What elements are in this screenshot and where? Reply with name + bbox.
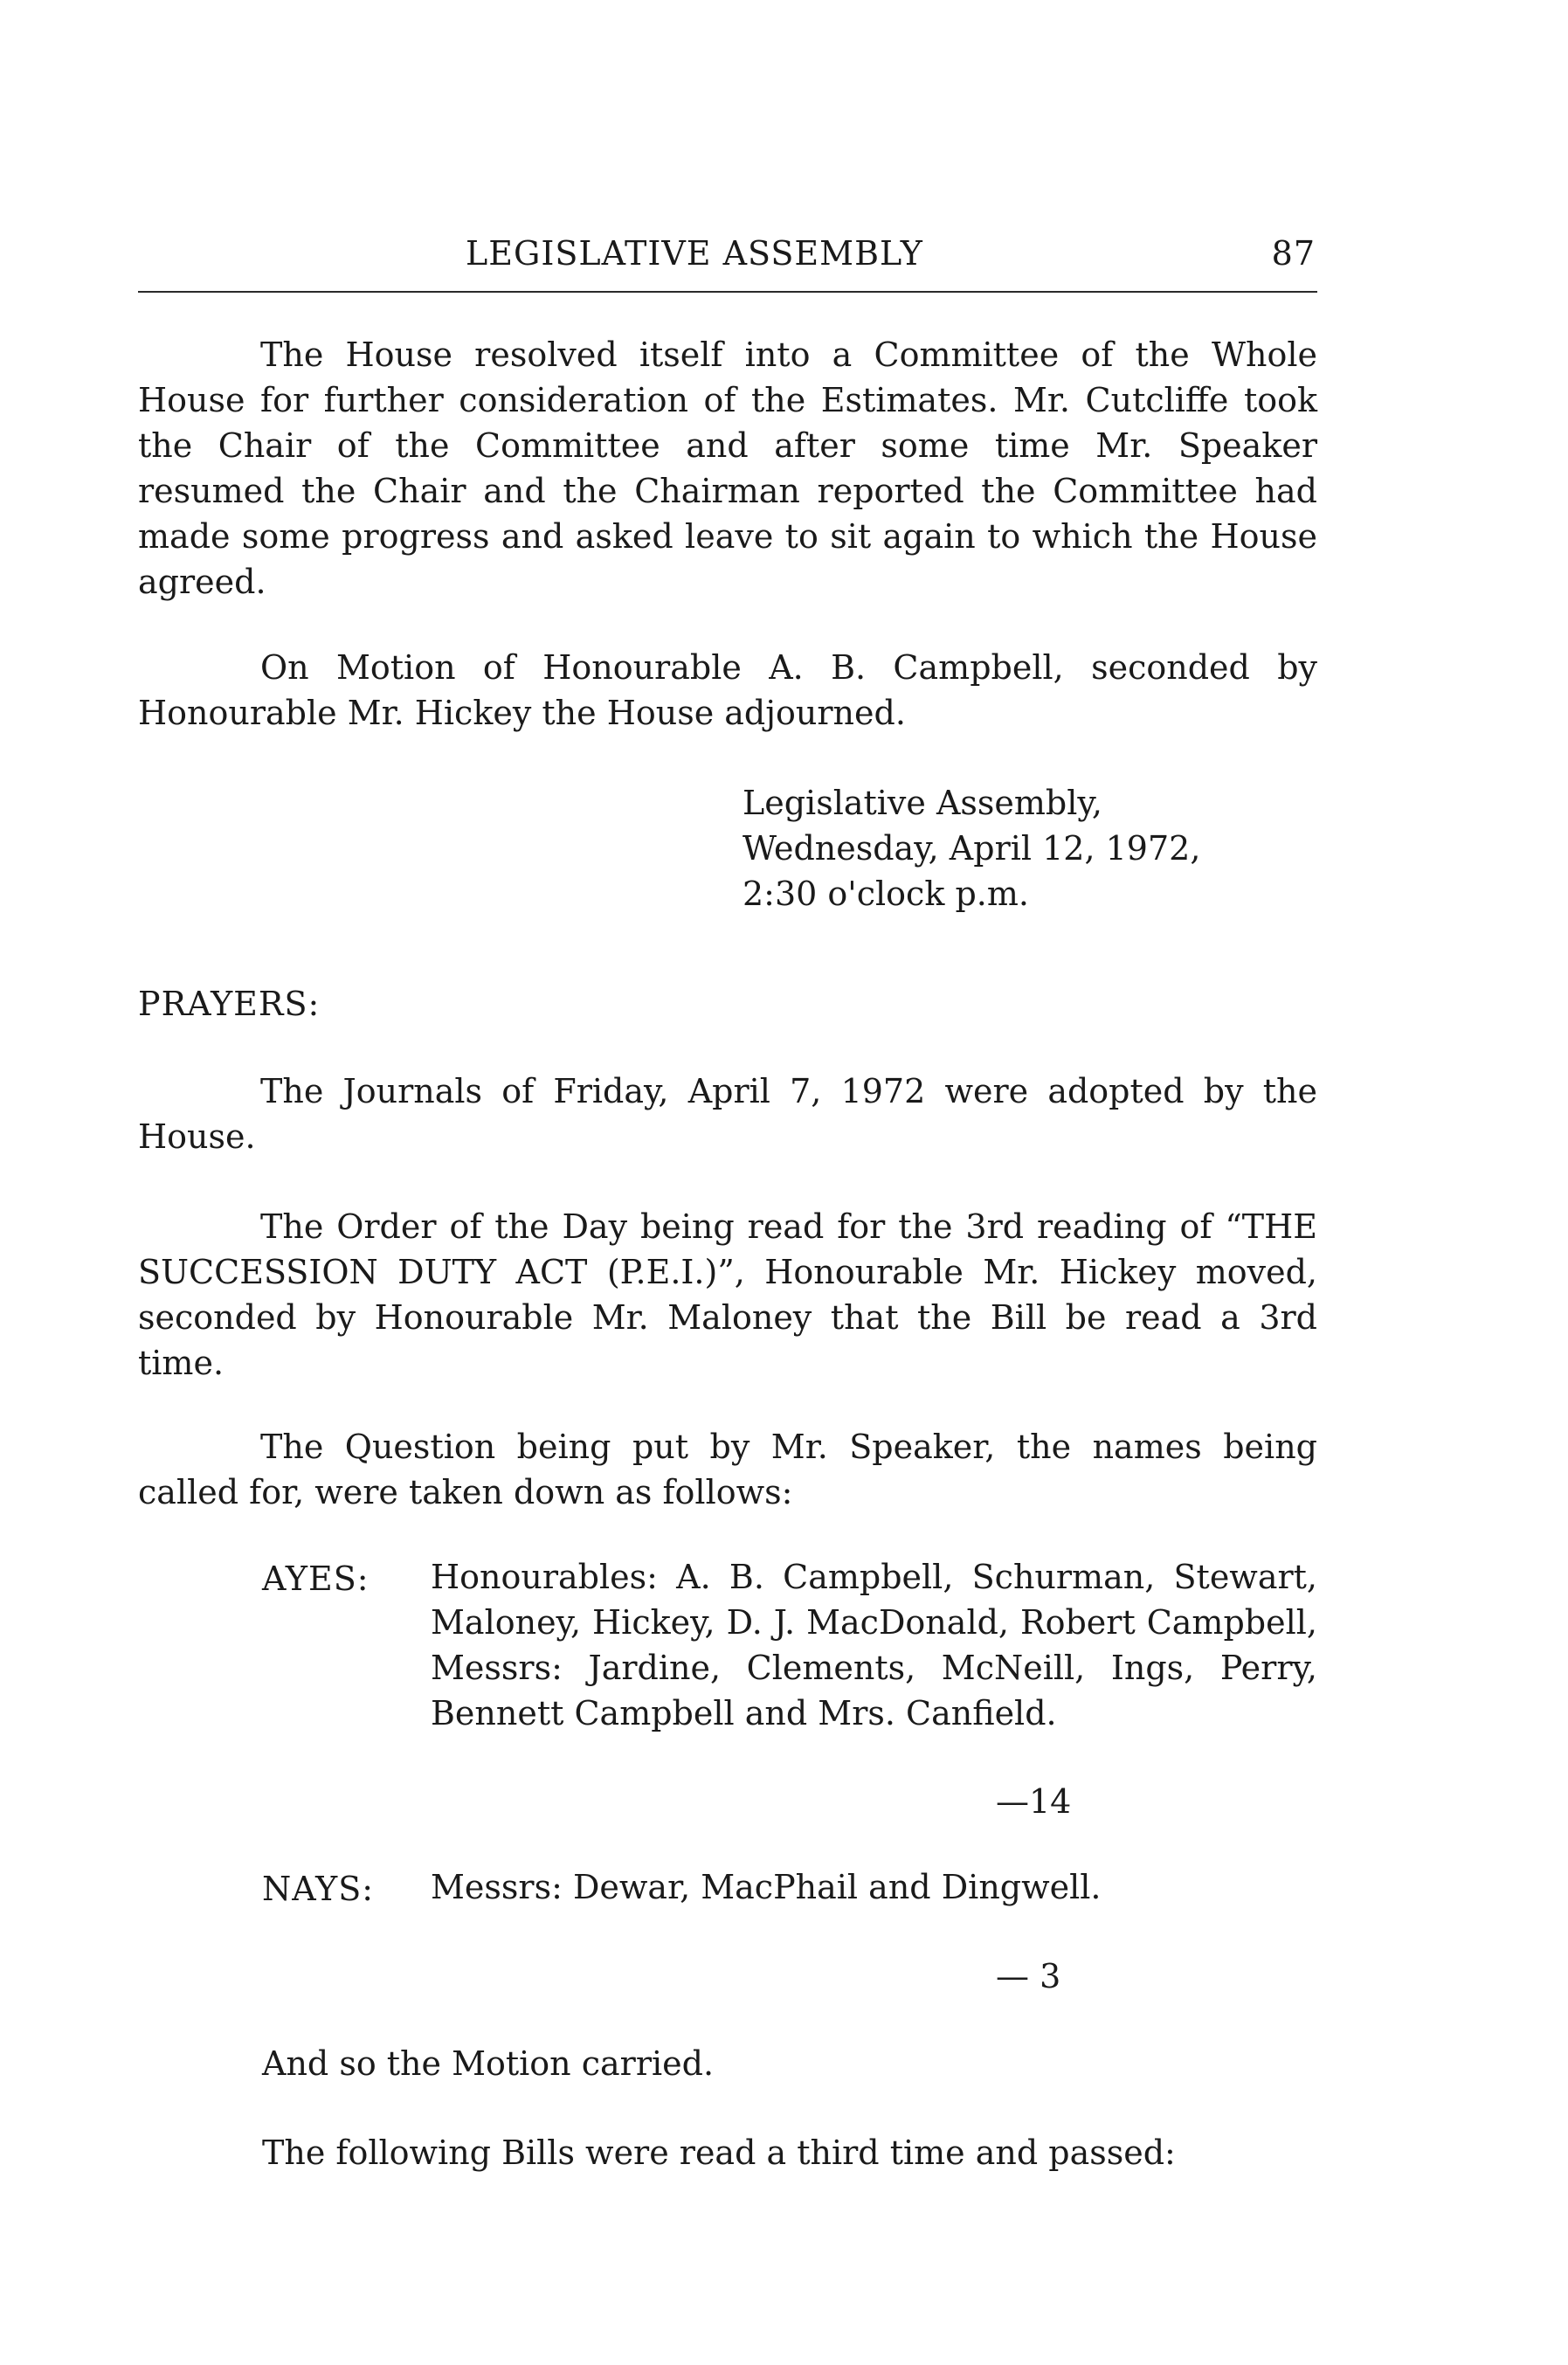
page-header [138,234,1317,287]
ayes-count: —14 [996,1782,1072,1821]
running-title: LEGISLATIVE ASSEMBLY [466,234,923,273]
journals-paragraph: The Journals of Friday, April 7, 1972 were adopted by the House. [138,1072,1317,1156]
nays-count: — 3 [996,1957,1061,1995]
order-of-day-paragraph: The Order of the Day being read for the 3rd reading of “THE SUCCESSION DUTY ACT (P.E.I.)”, Honourable Mr. Hickey moved, seconded by Honourable Mr. Maloney that the Bill be read a 3rd time. [138,1207,1317,1382]
nays-names: Messrs: Dewar, MacPhail and Dingwell. [431,1868,1102,1906]
dateline-date: Wednesday, April 12, 1972, [743,829,1201,868]
sitting-dateline [743,780,1200,916]
question-paragraph: The Question being put by Mr. Speaker, the names being called for, were taken down as follows: [138,1428,1317,1511]
ayes-names: Honourables: A. B. Campbell, Schurman, Stewart, Maloney, Hickey, D. J. MacDonald, Robert Campbell, Messrs: Jardine, Clements, McNeill, Ings, Perry, Bennett Campbell and Mrs. Canfield. [431,1558,1317,1732]
dateline-time: 2:30 o'clock p.m. [743,875,1029,913]
bills-intro-line: The following Bills were read a third time and passed: [262,2133,1176,2172]
ayes-label: AYES: [262,1559,370,1598]
committee-paragraph: The House resolved itself into a Committee of the Whole House for further consideration of the Estimates. Mr. Cutcliffe took the Chair of the Committee and after some time Mr. Speaker resumed the Chair and the Chairman reported the Committee had made some progress and asked leave to sit again to which the House agreed. [138,335,1317,601]
adjournment-paragraph: On Motion of Honourable A. B. Campbell, seconded by Honourable Mr. Hickey the House adjourned. [138,648,1317,732]
prayers-heading: PRAYERS: [138,985,321,1023]
page-number: 87 [1271,234,1316,273]
header-rule [138,291,1317,293]
nays-label: NAYS: [262,1870,375,1908]
dateline-assembly: Legislative Assembly, [743,784,1102,822]
motion-carried-line: And so the Motion carried. [262,2044,715,2083]
